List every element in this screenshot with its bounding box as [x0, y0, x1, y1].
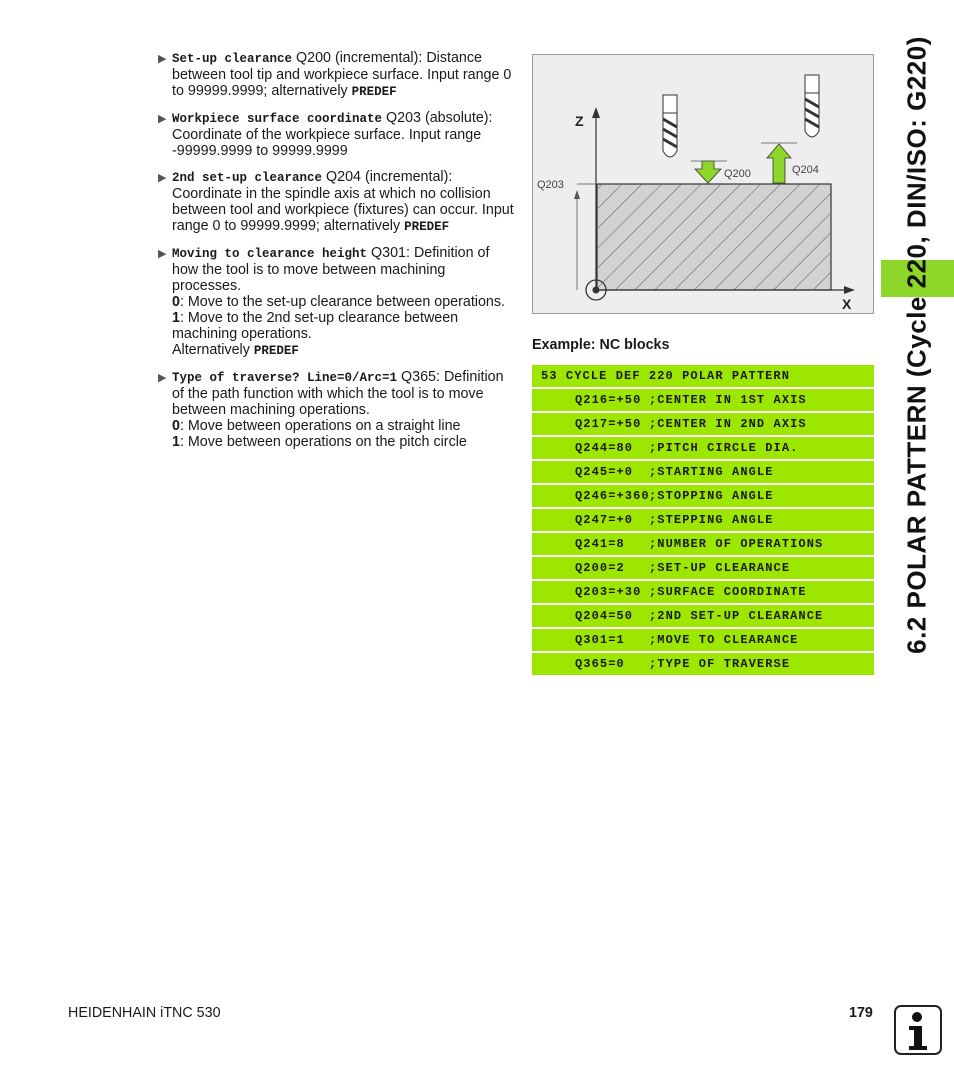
- param-workpiece-surface: [158, 110, 514, 159]
- triangle-right-icon: ▶: [158, 53, 167, 65]
- param-tail: PREDEF: [404, 220, 450, 234]
- nc-comment: ;2ND SET-UP CLEARANCE: [649, 609, 824, 623]
- nc-code: Q246=+360: [575, 489, 650, 503]
- param-key: Workpiece surface coordinate: [172, 112, 383, 126]
- nc-code: Q365=0: [575, 657, 625, 671]
- param-text: Q204 (incremental): Coordinate in the spindle axis at which no collision between tool and workpiece (fixtures) can occur. Input range 0 to 99999.9999; alternatively: [172, 169, 514, 234]
- footer-product: HEIDENHAIN iTNC 530: [68, 1005, 221, 1021]
- nc-comment: ;SURFACE COORDINATE: [649, 585, 807, 599]
- param-text: Q203 (absolute): Coordinate of the workpiece surface. Input range -99999.9999 to 99999.9999: [172, 110, 493, 159]
- triangle-right-icon: ▶: [158, 372, 167, 384]
- nc-comment: ;CENTER IN 1ST AXIS: [649, 393, 807, 407]
- triangle-right-icon: ▶: [158, 113, 167, 125]
- q200-arrow-icon: [695, 161, 721, 183]
- chapter-side-title: 6.2 POLAR PATTERN (Cycle 220, DIN/ISO: G220): [901, 36, 932, 654]
- nc-row: [532, 653, 874, 675]
- param-alternative: Alternatively PREDEF: [172, 342, 299, 358]
- q204-arrow-icon: [767, 144, 791, 183]
- nc-code: Q241=8: [575, 537, 625, 551]
- nc-code: Q200=2: [575, 561, 625, 575]
- q204-label: Q204: [792, 164, 819, 176]
- nc-code: Q203=+30: [575, 585, 642, 599]
- example-title: Example: NC blocks: [532, 337, 670, 353]
- nc-row: [532, 629, 874, 651]
- nc-row: [532, 485, 874, 507]
- param-text: Q200 (incremental): Distance between tool tip and workpiece surface. Input range 0 to 99999.9999; alternatively: [172, 50, 512, 99]
- triangle-right-icon: ▶: [158, 248, 167, 260]
- nc-row: [532, 581, 874, 603]
- nc-comment: ;PITCH CIRCLE DIA.: [649, 441, 799, 455]
- param-key: 2nd set-up clearance: [172, 171, 323, 185]
- nc-comment: ;CENTER IN 2ND AXIS: [649, 417, 807, 431]
- triangle-right-icon: ▶: [158, 172, 167, 184]
- nc-row: [532, 533, 874, 555]
- nc-code: Q244=80: [575, 441, 634, 455]
- nc-row: [532, 605, 874, 627]
- tool-icon: [805, 75, 819, 137]
- param-text: Q301: Definition of how the tool is to move between machining processes.: [172, 245, 490, 294]
- diagram-svg: [533, 55, 873, 313]
- page-number: 179: [849, 1005, 873, 1021]
- cycle-diagram: [532, 54, 874, 314]
- nc-comment: ;TYPE OF TRAVERSE: [649, 657, 791, 671]
- param-option: 0: Move between operations on a straight line: [172, 418, 461, 434]
- z-axis-label: Z: [575, 113, 584, 129]
- nc-comment: ;STOPPING ANGLE: [649, 489, 774, 503]
- nc-row: [532, 413, 874, 435]
- nc-row: [532, 461, 874, 483]
- nc-comment: ;NUMBER OF OPERATIONS: [649, 537, 824, 551]
- param-tail: PREDEF: [351, 85, 397, 99]
- q203-label: Q203: [537, 179, 564, 191]
- nc-comment: ;MOVE TO CLEARANCE: [649, 633, 799, 647]
- nc-comment: ;SET-UP CLEARANCE: [649, 561, 791, 575]
- param-2nd-setup-clearance: [158, 169, 514, 235]
- nc-code: Q217=+50: [575, 417, 642, 431]
- nc-row: [532, 437, 874, 459]
- nc-code: Q247=+0: [575, 513, 634, 527]
- q200-label: Q200: [724, 168, 751, 180]
- param-option: 0: Move to the set-up clearance between operations.: [172, 294, 506, 310]
- parameter-list: [158, 50, 514, 460]
- param-key: Type of traverse? Line=0/Arc=1: [172, 371, 398, 385]
- nc-code: Q245=+0: [575, 465, 634, 479]
- nc-comment: ;STEPPING ANGLE: [649, 513, 774, 527]
- nc-comment: ;STARTING ANGLE: [649, 465, 774, 479]
- info-icon: [894, 1005, 942, 1055]
- param-key: Set-up clearance: [172, 52, 293, 66]
- nc-code: Q301=1: [575, 633, 625, 647]
- nc-row: [532, 509, 874, 531]
- tool-icon: [663, 95, 677, 157]
- nc-row: [532, 389, 874, 411]
- nc-header-row: 53 CYCLE DEF 220 POLAR PATTERN: [532, 365, 874, 387]
- nc-row: [532, 557, 874, 579]
- nc-block-list: [532, 365, 874, 677]
- nc-code: Q204=50: [575, 609, 634, 623]
- param-moving-clearance: [158, 245, 514, 359]
- param-key: Moving to clearance height: [172, 247, 368, 261]
- param-option: 1: Move between operations on the pitch circle: [172, 434, 467, 450]
- nc-code: Q216=+50: [575, 393, 642, 407]
- param-option: 1: Move to the 2nd set-up clearance between machining operations.: [172, 310, 459, 342]
- x-axis-label: X: [842, 296, 852, 312]
- param-setup-clearance: [158, 50, 514, 100]
- param-type-of-traverse: [158, 369, 514, 450]
- param-text: Q365: Definition of the path function with which the tool is to move between machining operations.: [172, 369, 504, 418]
